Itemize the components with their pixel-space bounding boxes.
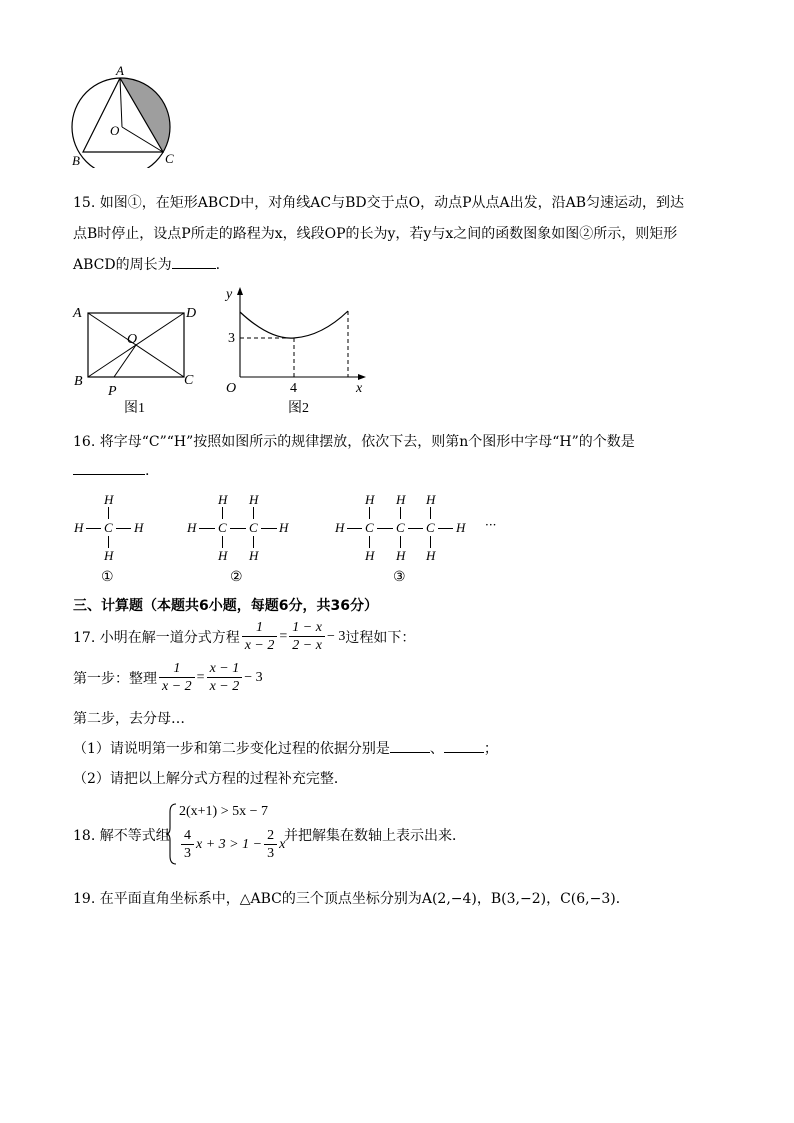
q16-line1: 16. 将字母“C”“H”按照如图所示的规律摆放，依次下去，则第n个图形中字母“H”的个数是 <box>73 434 635 450</box>
svg-text:O: O <box>226 381 237 396</box>
svg-text:O: O <box>127 332 138 347</box>
q15-line2: 点B时停止，设点P所走的路程为x，线段OP的长为y，若y与x之间的函数图象如图②所示，则矩形 <box>73 226 678 242</box>
q19-text: 19. 在平面直角坐标系中，△ABC的三个顶点坐标分别为A(2,−4)，B(3,−2)，C(6,−3)． <box>73 891 630 907</box>
svg-text:D: D <box>186 306 197 321</box>
q17-part1: （1）请说明第一步和第二步变化过程的依据分别是 、 ； <box>73 741 498 757</box>
q18-ineq2: $\frac{4}{3}$ x + 3 > 1 − $\frac{2}{3}$ x <box>179 827 285 862</box>
svg-text:B: B <box>74 374 83 389</box>
label-a: A <box>116 64 124 78</box>
function-graph-figure <box>224 282 374 418</box>
answer-blank <box>172 256 216 269</box>
section-title: 三、计算题（本题共6小题，每题6分，共36分） <box>73 598 378 614</box>
q17-part2: （2）请把以上解分式方程的过程补充完整． <box>73 771 348 787</box>
svg-text:C: C <box>184 373 194 388</box>
svg-text:4: 4 <box>290 381 297 396</box>
svg-text:3: 3 <box>228 331 235 346</box>
q15-line3: ABCD的周长为 . <box>73 257 221 273</box>
label-o: O <box>110 123 120 138</box>
label-2: ② <box>230 569 243 585</box>
q18-suffix: 并把解集在数轴上表示出来． <box>284 828 466 844</box>
q17-intro: 17. 小明在解一道分式方程 $\frac{1}{x - 2}$ = $\frac{1 - x}{2 - x}$ − 3 过程如下： <box>73 620 416 653</box>
brace <box>166 802 178 866</box>
svg-text:图2: 图2 <box>288 401 309 416</box>
svg-text:图1: 图1 <box>124 401 145 416</box>
label-3: ③ <box>393 569 406 585</box>
ellipsis: ··· <box>485 518 497 532</box>
q18-prefix: 18. 解不等式组 <box>73 828 170 844</box>
mol1-h-top: H <box>104 492 114 507</box>
rectangle-figure <box>68 298 208 418</box>
svg-text:y: y <box>226 287 233 302</box>
q18-ineq1: 2(x+1) > 5x − 7 <box>179 804 269 819</box>
q16-line2: . <box>73 462 149 479</box>
q17-step2: 第二步，去分母… <box>73 711 185 727</box>
q17-step1: 第一步：整理 $\frac{1}{x - 2}$ = $\frac{x - 1}{x - 2}$ − 3 <box>73 661 263 694</box>
svg-text:A: A <box>73 306 82 321</box>
label-b: B <box>72 153 80 168</box>
label-1: ① <box>101 569 114 585</box>
answer-blank <box>73 462 145 475</box>
svg-text:x: x <box>356 381 363 396</box>
circle-triangle-figure <box>66 64 186 168</box>
q15-line1: 15. 如图①，在矩形ABCD中，对角线AC与BD交于点O，动点P从点A出发，沿AB匀速运动，到达 <box>73 195 685 211</box>
svg-text:P: P <box>108 384 117 399</box>
label-c: C <box>165 151 174 166</box>
